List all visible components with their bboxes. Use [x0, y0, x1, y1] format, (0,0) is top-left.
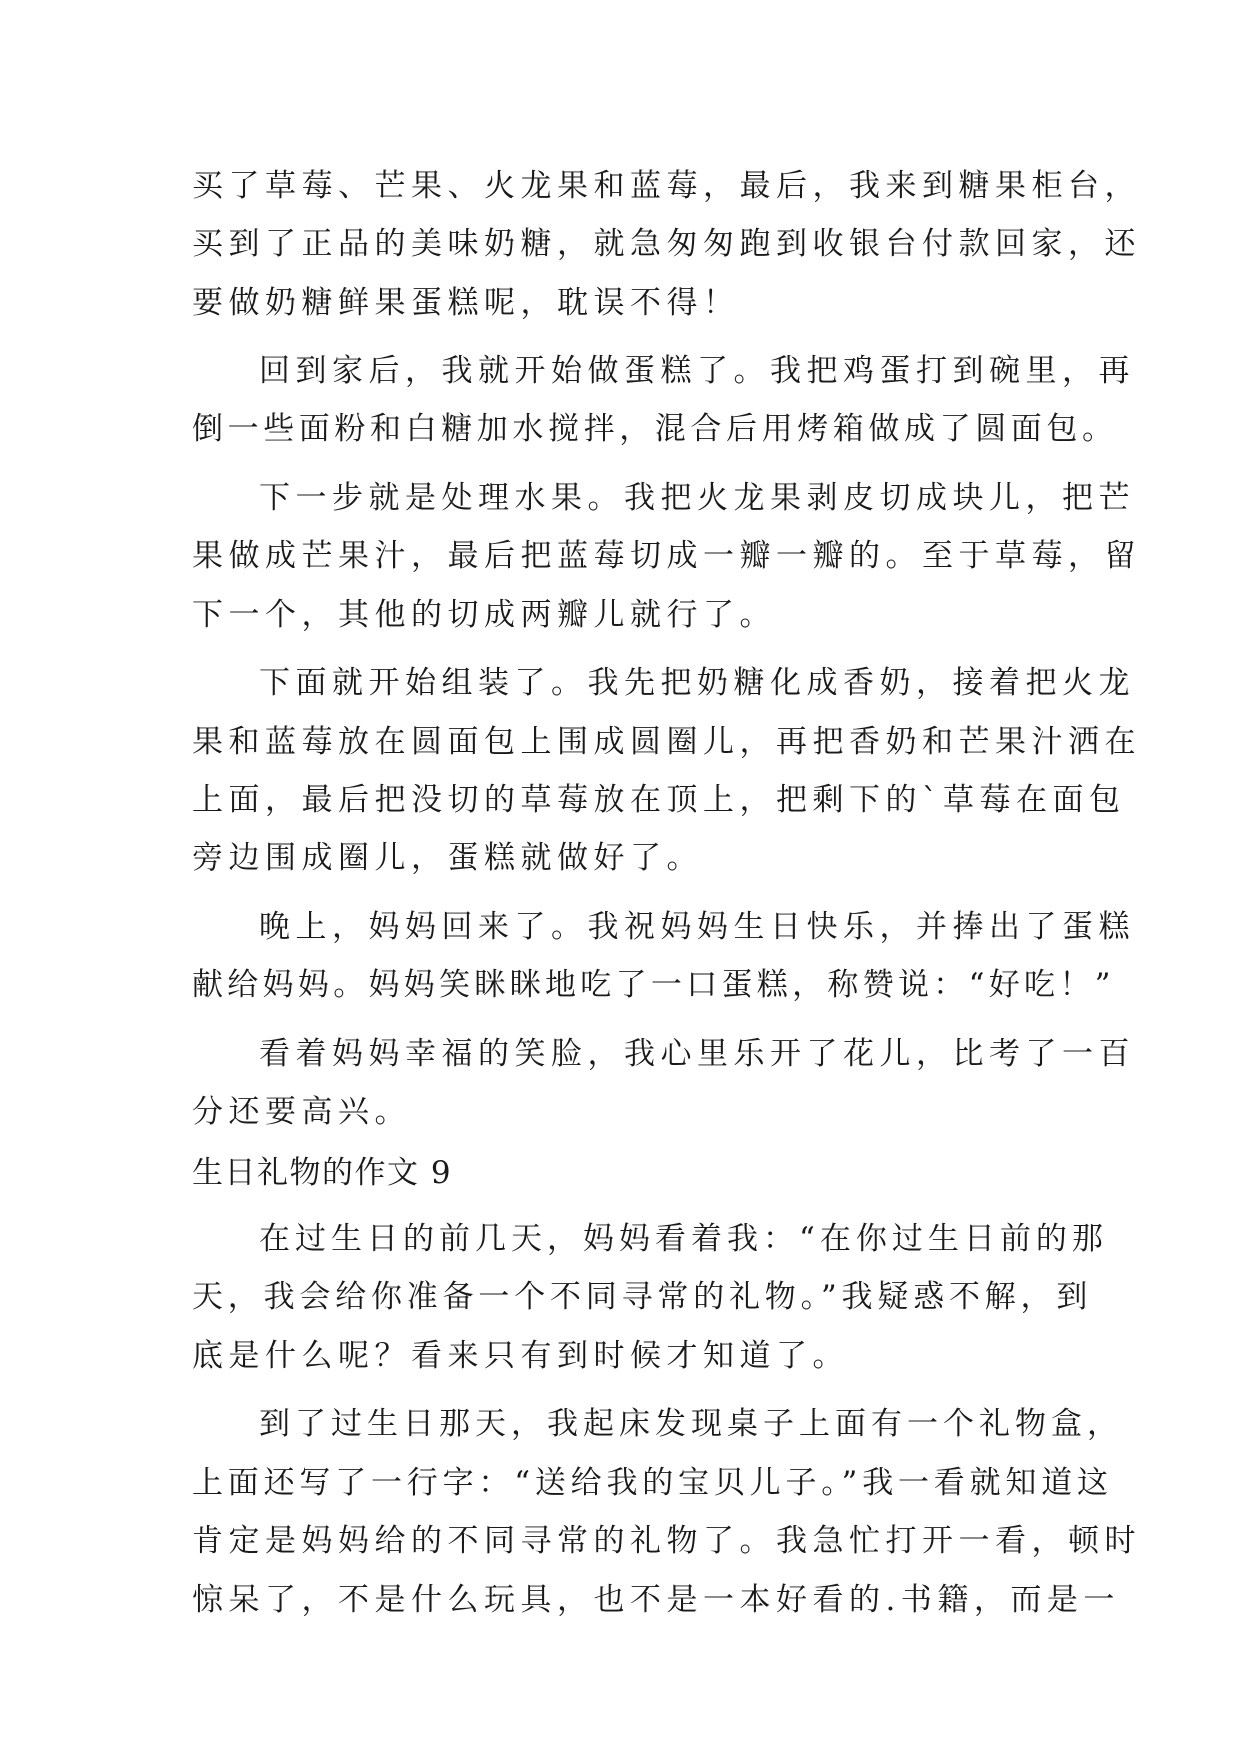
paragraph-line: 到了过生日那天，我起床发现桌子上面有一个礼物盒， — [259, 1406, 1123, 1442]
paragraph-line: 天，我会给你准备一个不同寻常的礼物。”我疑惑不解，到 — [192, 1279, 1093, 1315]
paragraph-line: 下面就开始组装了。我先把奶糖化成香奶，接着把火龙 — [259, 665, 1135, 701]
paragraph-line: 回到家后，我就开始做蛋糕了。我把鸡蛋打到碗里，再 — [259, 353, 1135, 389]
paragraph-line: 看着妈妈幸福的笑脸，我心里乐开了花儿，比考了一百 — [259, 1036, 1135, 1072]
paragraph-line: 果做成芒果汁，最后把蓝莓切成一瓣一瓣的。至于草莓，留 — [192, 538, 1141, 574]
paragraph-line: 底是什么呢？看来只有到时候才知道了。 — [192, 1338, 849, 1374]
paragraph-line: 果和蓝莓放在圆面包上围成圆圈儿，再把香奶和芒果汁洒在 — [192, 724, 1141, 760]
paragraph-line: 下一步就是处理水果。我把火龙果剥皮切成块儿，把芒 — [259, 480, 1135, 516]
paragraph-line: 惊呆了，不是什么玩具，也不是一本好看的.书籍，而是一 — [192, 1582, 1120, 1618]
paragraph-line: 在过生日的前几天，妈妈看着我：“在你过生日前的那 — [259, 1221, 1108, 1257]
paragraph-line: 献给妈妈。妈妈笑眯眯地吃了一口蛋糕，称赞说：“好吃！” — [192, 967, 1115, 1003]
paragraph-line: 要做奶糖鲜果蛋糕呢，耽误不得！ — [192, 285, 740, 321]
paragraph-line: 上面还写了一行字：“送给我的宝贝儿子。”我一看就知道这 — [192, 1465, 1113, 1501]
paragraph-line: 下一个，其他的切成两瓣儿就行了。 — [192, 597, 776, 633]
paragraph-line: 上面，最后把没切的草莓放在顶上，把剩下的`草莓在面包 — [192, 782, 1126, 818]
paragraph-line: 买了草莓、芒果、火龙果和蓝莓，最后，我来到糖果柜台， — [192, 168, 1141, 204]
section-heading: 生日礼物的作文 9 — [192, 1155, 453, 1191]
paragraph-line: 倒一些面粉和白糖加水搅拌，混合后用烤箱做成了圆面包。 — [192, 411, 1118, 447]
paragraph-line: 晚上，妈妈回来了。我祝妈妈生日快乐，并捧出了蛋糕 — [259, 909, 1135, 945]
paragraph-line: 肯定是妈妈给的不同寻常的礼物了。我急忙打开一看，顿时 — [192, 1523, 1141, 1559]
paragraph-line: 买到了正品的美味奶糖，就急匆匆跑到收银台付款回家，还 — [192, 226, 1141, 262]
paragraph-line: 旁边围成圈儿，蛋糕就做好了。 — [192, 840, 703, 876]
paragraph-line: 分还要高兴。 — [192, 1094, 411, 1130]
